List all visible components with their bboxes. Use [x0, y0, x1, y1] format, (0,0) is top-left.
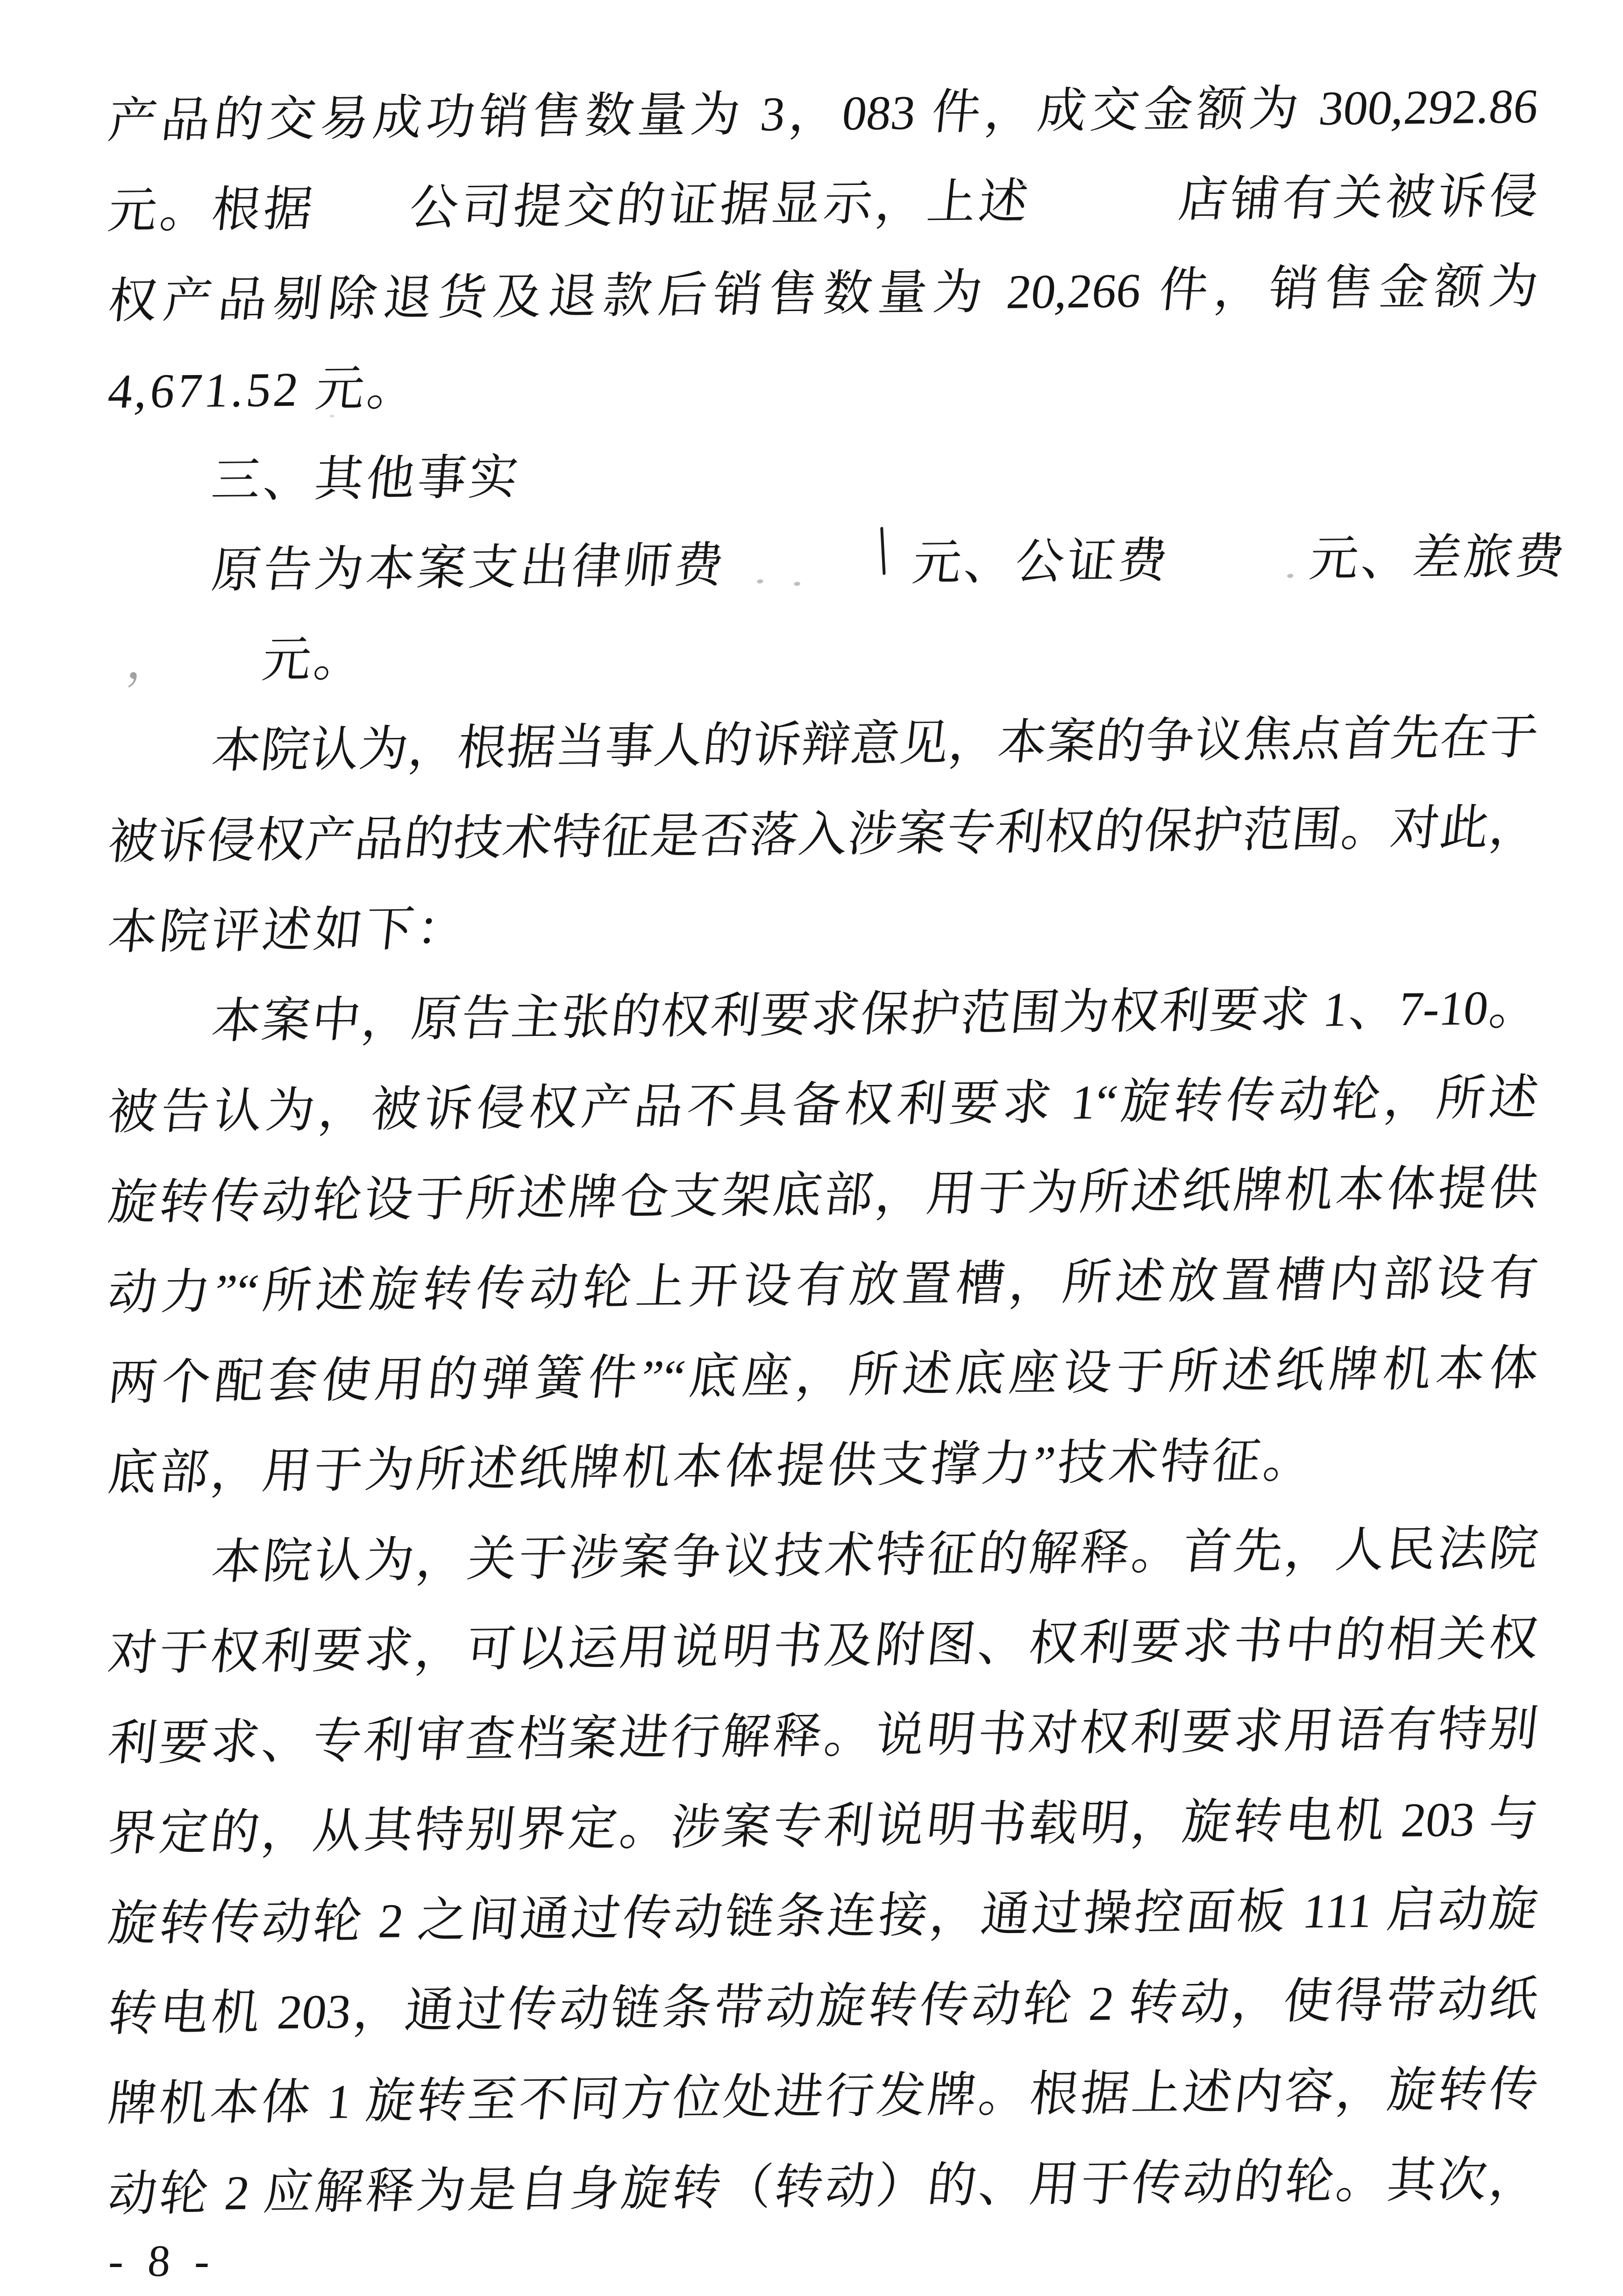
text-line: [104, 512, 1570, 617]
text-run: 被诉侵权产品的技术特征是否落入涉案专利权的保护范围。对此，: [105, 800, 1541, 870]
redaction-faint-mark: ，: [124, 634, 182, 689]
text-run: 元。: [260, 632, 369, 687]
redaction-mark-dot: [794, 581, 800, 586]
text-line: [104, 332, 1543, 437]
text-run: 元。根据: [105, 182, 319, 239]
redaction-gap: [175, 619, 267, 690]
text-line: [104, 1954, 1543, 2059]
text-run: 本院认为，关于涉案争议技术特征的解释。首先，人民法院: [209, 1521, 1541, 1589]
text-run: 底部，用于为所述纸牌机本体提供支撑力”技术特征。: [105, 1433, 1318, 1501]
text-run: 本院评述如下：: [105, 901, 471, 960]
text-line: [104, 2134, 1543, 2239]
text-run: 三、其他事实: [209, 450, 524, 508]
text-run: 被告认为，被诉侵权产品不具备权利要求 1“旋转传动轮，所述: [105, 1070, 1541, 1140]
text-line: [104, 151, 1543, 256]
text-run: 产品的交易成功销售数量为 3，083 件，成交金额为 300,292.86: [105, 79, 1541, 149]
text-run: 本案中，原告主张的权利要求保护范围为权利要求 1、7-10。: [209, 980, 1541, 1049]
text-line: [104, 241, 1543, 347]
text-line: [104, 1864, 1543, 1969]
text-line: [104, 692, 1543, 797]
text-run: 利要求、专利审查档案进行解释。说明书对权利要求用语有特别: [105, 1701, 1541, 1771]
text-run: 转电机 203，通过传动链条带动旋转传动轮 2 转动，使得带动纸: [105, 1972, 1541, 2041]
text-line: [104, 963, 1543, 1068]
text-run: 界定的，从其特别界定。涉案专利说明书载明，旋转电机 203 与: [105, 1792, 1541, 1861]
text-run: 旋转传动轮设于所述牌仓支架底部，用于为所述纸牌机本体提供: [105, 1161, 1541, 1230]
text-run: 牌机本体 1 旋转至不同方位处进行发牌。根据上述内容，旋转传: [105, 2062, 1541, 2132]
text-block: [105, 61, 1570, 2239]
text-line: [104, 1233, 1543, 1338]
text-line: [104, 1684, 1543, 1789]
scan-speck: [330, 415, 334, 418]
text-run: 权产品剔除退货及退款后销售数量为 20,266 件，销售金额为: [105, 259, 1541, 329]
text-run: 原告为本案支出律师费: [209, 539, 729, 598]
redaction-mark-slash: [880, 527, 885, 575]
scan-speck: [1021, 183, 1027, 186]
text-run: 店铺有关被诉侵: [1173, 169, 1541, 227]
text-line: [104, 1594, 1543, 1699]
text-line: [104, 1503, 1543, 1609]
text-line: [104, 602, 1543, 707]
text-line: [104, 61, 1543, 166]
text-line: [104, 422, 1543, 527]
text-line: [104, 2044, 1543, 2149]
redaction-gap: [313, 167, 411, 238]
text-run: 4,671.52 元。: [105, 361, 422, 419]
redaction-gap: [1028, 159, 1180, 231]
text-line: [104, 1774, 1543, 1879]
text-run: 本院认为，根据当事人的诉辩意见，本案的争议焦点首先在于: [209, 710, 1541, 778]
text-run: 旋转传动轮 2 之间通过传动链条连接，通过操控面板 111 启动旋: [105, 1882, 1541, 1951]
text-run: 两个配套使用的弹簧件”“底座，所述底座设于所述纸牌机本体: [105, 1341, 1541, 1410]
text-run: 元、差旅费: [1307, 530, 1570, 587]
redaction-gap: [1167, 518, 1314, 590]
text-run: 动力”“所述旋转传动轮上开设有放置槽，所述放置槽内部设有: [105, 1251, 1541, 1320]
text-line: [104, 872, 1543, 978]
text-line: [104, 1053, 1543, 1158]
text-line: [104, 1143, 1543, 1248]
text-run: 对于权利要求，可以运用说明书及附图、权利要求书中的相关权: [105, 1611, 1541, 1681]
page-footer: [105, 2222, 219, 2296]
text-line: [104, 1413, 1543, 1518]
page-number: - 8 -: [107, 2236, 218, 2286]
text-line: [104, 1323, 1543, 1428]
text-run: 元、公证费: [910, 534, 1173, 591]
text-line: [104, 782, 1543, 887]
text-run: 公司提交的证据显示，上述: [404, 175, 1034, 235]
redaction-mark-dot: [757, 579, 763, 583]
text-run: 动轮 2 应解释为是自身旋转（转动）的、用于传动的轮。其次，: [105, 2152, 1541, 2222]
redaction-mark-dot: [1287, 574, 1294, 578]
redaction-gap: [723, 523, 917, 595]
